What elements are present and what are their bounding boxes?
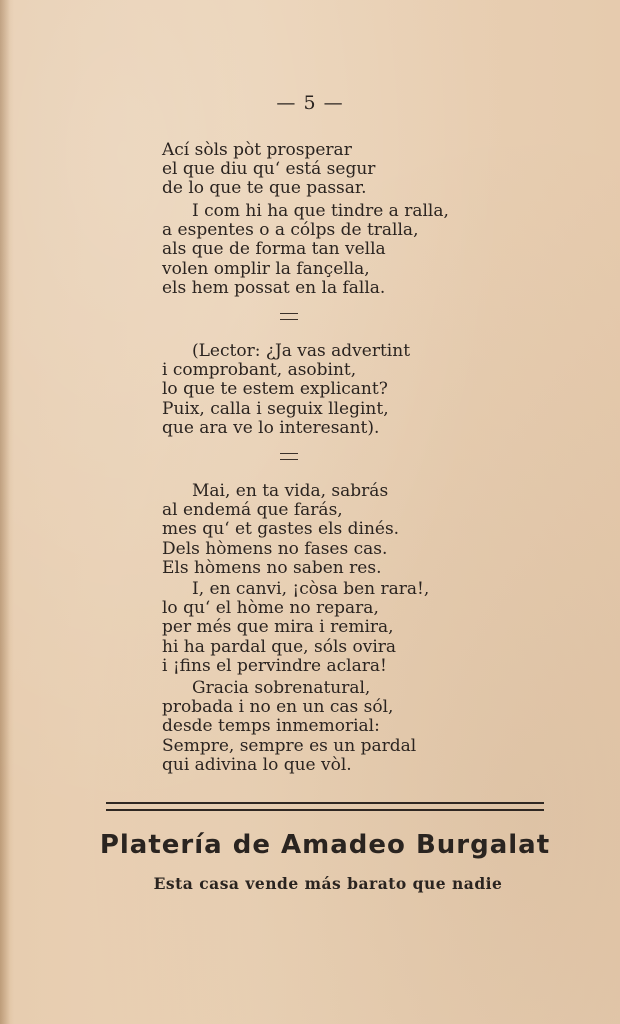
verse-line: volen omplir la fançella, bbox=[162, 258, 370, 279]
verse-line: lo que te estem explicant? bbox=[162, 379, 388, 400]
verse-line: Sempre, sempre es un pardal bbox=[162, 735, 417, 756]
verse-line: Dels hòmens no fases cas. bbox=[162, 538, 388, 559]
verse-line: desde temps inmemorial: bbox=[162, 716, 380, 737]
verse-line: Puix, calla i seguix llegint, bbox=[162, 398, 389, 419]
verse-line: Ací sòls pòt prosperar bbox=[162, 140, 352, 160]
advertisement-rule bbox=[106, 802, 544, 811]
verse-line: al endemá que farás, bbox=[162, 500, 343, 521]
stanza-3 bbox=[162, 342, 410, 438]
advertisement-title: Platería de Amadeo Burgalat bbox=[99, 830, 551, 860]
verse-line: els hem possat en la falla. bbox=[162, 277, 386, 298]
verse-line: (Lector: ¿Ja vas advertint bbox=[192, 341, 411, 361]
verse-line: I com hi ha que tindre a ralla, bbox=[192, 201, 449, 221]
verse-line: per més que mira i remira, bbox=[162, 617, 394, 638]
page-fold-shadow bbox=[0, 0, 10, 1024]
verse-line: Els hòmens no saben res. bbox=[162, 557, 382, 578]
verse-line: i comprobant, asobint, bbox=[162, 360, 357, 381]
verse-line: el que diu qu‘ está segur bbox=[162, 159, 376, 180]
stanza-6 bbox=[162, 679, 416, 775]
verse-line: als que de forma tan vella bbox=[162, 239, 386, 260]
verse-line: de lo que te que passar. bbox=[162, 178, 367, 199]
verse-line: lo qu‘ el hòme no repara, bbox=[162, 598, 379, 619]
stanza-4 bbox=[162, 482, 399, 578]
verse-line: probada i no en un cas sól, bbox=[162, 697, 394, 718]
stanza-2 bbox=[162, 202, 449, 298]
verse-line: Gracia sobrenatural, bbox=[192, 678, 371, 698]
advertisement-subtitle: Esta casa vende más barato que nadie bbox=[153, 874, 503, 893]
verse-line: mes qu‘ et gastes els dinés. bbox=[162, 519, 400, 540]
verse-line: i ¡fins el pervindre aclara! bbox=[162, 655, 387, 676]
verse-line: I, en canvi, ¡còsa ben rara!, bbox=[192, 579, 430, 599]
section-separator bbox=[280, 453, 298, 460]
verse-line: a espentes o a cólps de tralla, bbox=[162, 220, 419, 241]
verse-line: qui adivina lo que vòl. bbox=[162, 754, 352, 775]
stanza-1 bbox=[162, 141, 375, 199]
section-separator bbox=[280, 313, 298, 320]
verse-line: hi ha pardal que, sóls ovira bbox=[162, 636, 397, 657]
verse-line: Mai, en ta vida, sabrás bbox=[192, 481, 389, 501]
verse-line: que ara ve lo interesant). bbox=[162, 417, 380, 438]
page-number: — 5 — bbox=[276, 92, 344, 114]
stanza-5 bbox=[162, 580, 429, 676]
